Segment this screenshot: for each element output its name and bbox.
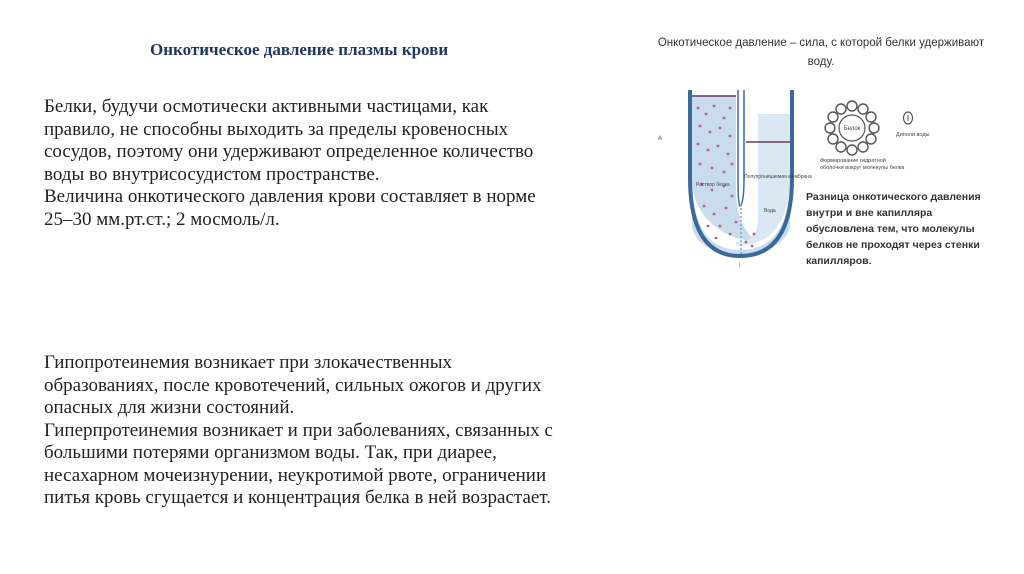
- caption-line: воду.: [807, 56, 835, 68]
- caption-line: Онкотическое давление – сила, с которой белки удерживают: [657, 37, 985, 49]
- text-line: Гиперпротеинемия возникает и при заболеваниях, связанных с: [44, 419, 553, 441]
- paragraph-hypoproteinemia: [44, 352, 553, 510]
- oncotic-pressure-figure: [640, 28, 1002, 278]
- description-line: обусловлена тем, что молекулы: [806, 223, 975, 235]
- tube-inner-wall: [738, 90, 744, 206]
- dipole-label: Диполи воды: [896, 132, 930, 138]
- protein-label: Белок: [843, 126, 861, 132]
- text-line: Белки, будучи осмотически активными частицами, как: [44, 96, 489, 117]
- solution-label: Раствор белка: [696, 182, 730, 188]
- description-line: капилляров.: [806, 255, 872, 267]
- paragraph-proteins: [44, 96, 536, 231]
- hydrated-protein-icon: [825, 101, 879, 155]
- text-line: Гипопротеинемия возникает при злокачественных: [44, 352, 453, 373]
- text-line: образованиях, после кровотечений, сильных ожогов и других: [44, 374, 542, 396]
- slide-title: Онкотическое давление плазмы крови: [150, 40, 449, 59]
- hydration-caption-line: Формирование гидратной: [820, 158, 886, 164]
- text-line: Величина онкотического давления крови составляет в норме: [44, 186, 536, 207]
- text-line: несахарном мочеизнурении, неукротимой рвоте, ограничении: [44, 464, 547, 486]
- figure-description: [806, 189, 981, 269]
- text-line: питья кровь сгущается и концентрация белка в ней возрастает.: [44, 487, 551, 508]
- membrane-label: Полупроницаемая мембрана: [744, 174, 812, 180]
- tube-symbol: ↕: [738, 262, 741, 268]
- text-line: большими потерями организмом воды. Так, при диарее,: [44, 442, 497, 463]
- hydration-caption-line: оболочки вокруг молекулы белка: [820, 165, 905, 171]
- text-line: 25–30 мм.рт.ст.; 2 мосмоль/л.: [44, 208, 280, 230]
- text-line: опасных для жизни состояний.: [44, 397, 295, 418]
- text-line: сосудов, поэтому они удерживают определенное количество: [44, 141, 534, 162]
- text-line: воды во внутрисосудистом пространстве.: [44, 163, 380, 185]
- description-line: внутри и вне капилляра: [806, 207, 933, 219]
- description-line: белков не проходят через стенки: [806, 239, 980, 251]
- water-dipole-icon: [904, 112, 913, 124]
- water-label: Вода: [764, 208, 776, 214]
- text-line: правило, не способны выходить за пределы кровеносных: [44, 118, 509, 140]
- label-a: A: [658, 136, 663, 142]
- description-line: Разница онкотического давления: [806, 191, 981, 203]
